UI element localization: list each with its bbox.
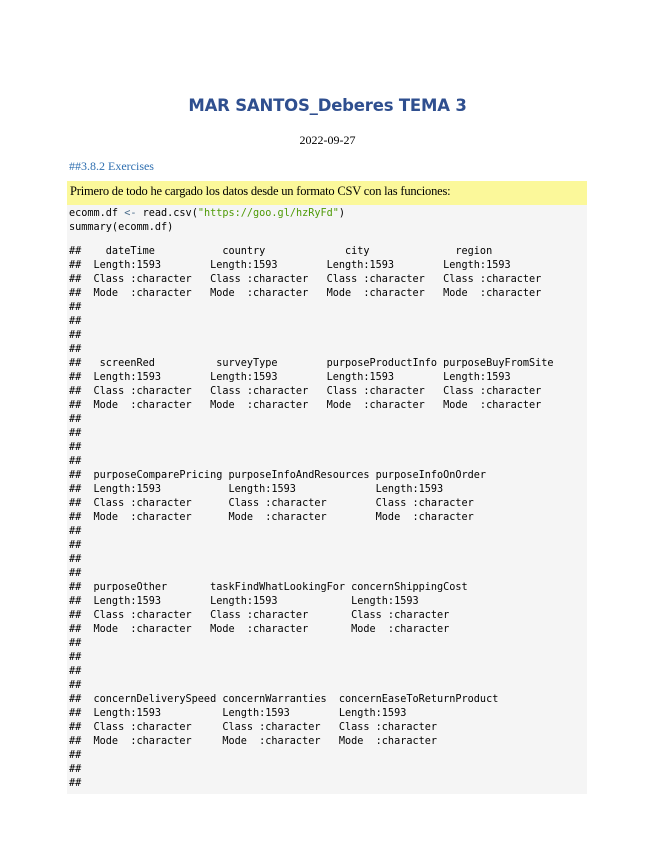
code-variable: ecomm.df <box>69 208 119 219</box>
output-line: ## dateTime country city region <box>69 246 493 257</box>
page-title: MAR SANTOS_Deberes TEMA 3 <box>188 96 467 115</box>
intro-text: Primero de todo he cargado los datos desde un formato CSV con las funciones: <box>67 181 587 205</box>
output-line: ## Class :character Class :character Class :character <box>69 722 438 733</box>
output-line: ## <box>69 302 82 313</box>
output-line: ## Mode :character Mode :character Mode :character <box>69 624 450 635</box>
code-summary-line: summary(ecomm.df) <box>69 222 174 233</box>
output-line: ## <box>69 428 82 439</box>
output-line: ## Length:1593 Length:1593 Length:1593 <box>69 484 444 495</box>
output-line: ## Length:1593 Length:1593 Length:1593 <box>69 596 419 607</box>
output-line: ## Length:1593 Length:1593 Length:1593 Length:1593 <box>69 372 511 383</box>
output-line: ## concernDeliverySpeed concernWarranties concernEaseToReturnProduct <box>69 694 499 705</box>
code-url-string: "https://goo.gl/hzRyFd" <box>197 208 339 219</box>
code-assign-operator: <- <box>118 208 143 219</box>
output-line: ## <box>69 554 82 565</box>
output-line: ## <box>69 764 82 775</box>
document-date: 2022-09-27 <box>299 133 356 147</box>
output-line: ## <box>69 652 82 663</box>
output-line: ## <box>69 330 82 341</box>
output-line: ## Class :character Class :character Class :character Class :character <box>69 386 542 397</box>
output-line: ## Class :character Class :character Class :character <box>69 610 450 621</box>
output-line: ## <box>69 750 82 761</box>
output-line: ## <box>69 316 82 327</box>
output-line: ## Mode :character Mode :character Mode :character Mode :character <box>69 400 542 411</box>
output-line: ## Mode :character Mode :character Mode :character <box>69 512 474 523</box>
output-line: ## Length:1593 Length:1593 Length:1593 <box>69 708 407 719</box>
section-heading: ##3.8.2 Exercises <box>69 159 154 173</box>
code-close-paren: ) <box>338 208 346 219</box>
output-line: ## Class :character Class :character Class :character <box>69 498 474 509</box>
output-line: ## <box>69 526 82 537</box>
source-code <box>69 207 345 235</box>
output-line: ## Length:1593 Length:1593 Length:1593 Length:1593 <box>69 260 511 271</box>
output-line: ## <box>69 442 82 453</box>
output-line: ## Mode :character Mode :character Mode :character Mode :character <box>69 288 542 299</box>
output-line: ## <box>69 638 82 649</box>
output-line: ## <box>69 568 82 579</box>
output-line: ## <box>69 680 82 691</box>
output-line: ## Mode :character Mode :character Mode :character <box>69 736 438 747</box>
code-function: read.csv( <box>142 208 198 219</box>
console-output <box>69 245 554 791</box>
output-line: ## Class :character Class :character Class :character Class :character <box>69 274 542 285</box>
output-line: ## purposeOther taskFindWhatLookingFor concernShippingCost <box>69 582 468 593</box>
output-line: ## <box>69 456 82 467</box>
output-line: ## purposeComparePricing purposeInfoAndResources purposeInfoOnOrder <box>69 470 487 481</box>
output-line: ## <box>69 540 82 551</box>
output-line: ## <box>69 414 82 425</box>
output-line: ## <box>69 666 82 677</box>
output-line: ## <box>69 344 82 355</box>
output-line: ## <box>69 778 82 789</box>
output-line: ## screenRed surveyType purposeProductInfo purposeBuyFromSite <box>69 358 554 369</box>
